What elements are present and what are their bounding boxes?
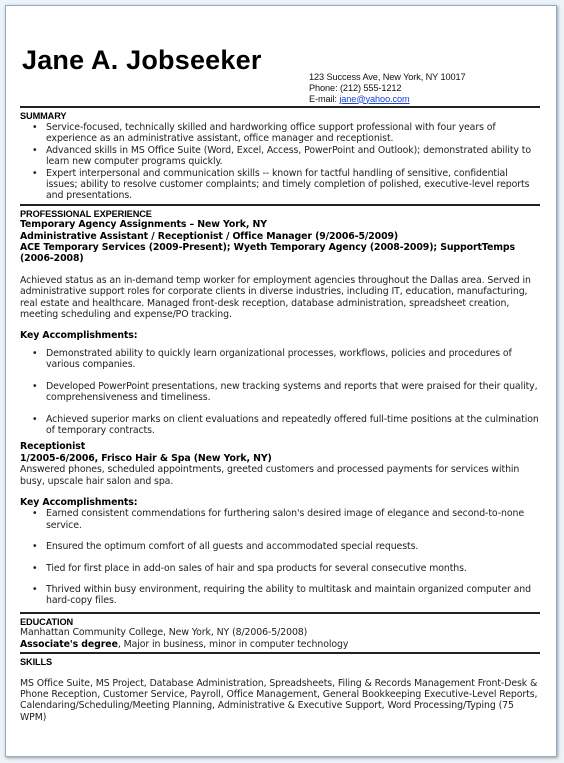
summary-list [20, 122, 540, 202]
education-degree: Associate's degree [20, 638, 118, 650]
resume-page [20, 44, 540, 723]
education-degree-detail: , Major in business, minor in computer technology [117, 638, 349, 650]
spacer [20, 320, 540, 330]
candidate-name: Jane A. Jobseeker [22, 45, 262, 75]
job1-company: Temporary Agency Assignments – New York, NY [20, 219, 267, 231]
job2-accomplishments [20, 508, 540, 606]
email-link[interactable]: jane@yahoo.com [339, 93, 410, 104]
accomplishment-item: • Tied for first place in add-on sales of hair and spa products for several consecutive months. [46, 563, 540, 574]
job1-title: Administrative Assistant / Receptionist / Office Manager (9/2006-5/2009) [20, 230, 399, 242]
contact-block [309, 72, 540, 104]
summary-item: • Expert interpersonal and communication skills -- known for tactful handling of sensitive, confidential issues; ability to resolve customer complaints; and timely completion of polished, executive-level reports and presentations. [46, 168, 540, 202]
accomplishment-item: • Ensured the optimum comfort of all guests and accommodated special requests. [46, 541, 540, 552]
section-divider [20, 652, 540, 654]
skills-text: MS Office Suite, MS Project, Database Administration, Spreadsheets, Filing & Records Management Front-Desk & Phone Reception, Customer Service, Payroll, Office Management, General Bookkeeping Executive-Level Reports, Calendaring/Scheduling/Meeting Planning, Administrative & Executive Support, Word Processing/Typing (75 WPM) [20, 677, 538, 723]
job1-description: Achieved status as an in-demand temp worker for employment agencies throughout the Dallas area. Served in administrative support roles for corporate clients in diverse industries, including IT, education, manufacturing, real estate and healthcare. Managed front-desk reception, database administration, spreadsheet creation, meeting scheduling and expense/PO tracking. [20, 274, 531, 321]
spacer [20, 668, 540, 678]
accomplishment-item: • Thrived within busy environment, requiring the ability to multitask and maintain organized computer and hard-copy files. [46, 584, 540, 607]
summary-heading: SUMMARY [20, 111, 67, 122]
job2-accomplishments-heading: Key Accomplishments: [20, 496, 138, 508]
skills-heading: SKILLS [20, 657, 53, 668]
section-divider [20, 612, 540, 614]
section-divider [20, 204, 540, 206]
experience-heading: PROFESSIONAL EXPERIENCE [20, 208, 152, 219]
spacer [20, 265, 540, 275]
education-school: Manhattan Community College, New York, NY (8/2006-5/2008) [20, 627, 308, 639]
section-divider [20, 106, 540, 108]
job1-accomplishments-heading: Key Accomplishments: [20, 330, 138, 342]
accomplishment-item: • Developed PowerPoint presentations, new tracking systems and reports that were praised for their quality, comprehensiveness and timeliness. [46, 381, 540, 404]
contact-email-line [309, 94, 540, 105]
job1-agencies: ACE Temporary Services (2009-Present); Wyeth Temporary Agency (2008-2009); SupportTemps (2006-2008) [20, 242, 515, 265]
education-heading: EDUCATION [20, 616, 74, 627]
job2-title: Receptionist [20, 441, 86, 453]
spacer [20, 487, 540, 497]
contact-email-label: E-mail: [309, 93, 340, 104]
summary-item: • Advanced skills in MS Office Suite (Word, Excel, Access, PowerPoint and Outlook); demonstrated ability to learn new computer programs quickly. [46, 145, 540, 168]
job2-description: Answered phones, scheduled appointments, greeted customers and processed payments for services within busy, upscale hair salon and spa. [20, 464, 520, 487]
accomplishment-item: • Achieved superior marks on client evaluations and repeatedly offered full-time positions at the culmination of temporary contracts. [46, 414, 540, 437]
job2-employer: 1/2005-6/2006, Frisco Hair & Spa (New York, NY) [20, 452, 272, 464]
accomplishment-item: • Earned consistent commendations for furthering salon's desired image of elegance and second-to-none service. [46, 508, 540, 531]
contact-phone: Phone: (212) 555-1212 [309, 82, 402, 93]
education-degree-line [20, 639, 540, 650]
accomplishment-item: • Demonstrated ability to quickly learn organizational processes, workflows, policies and procedures of various companies. [46, 348, 540, 371]
contact-address: 123 Success Ave, New York, NY 10017 [309, 72, 466, 82]
job1-accomplishments [20, 348, 540, 436]
summary-item: • Service-focused, technically skilled and hardworking office support professional with four years of experience as an administrative assistant, office manager and receptionist. [46, 122, 540, 145]
